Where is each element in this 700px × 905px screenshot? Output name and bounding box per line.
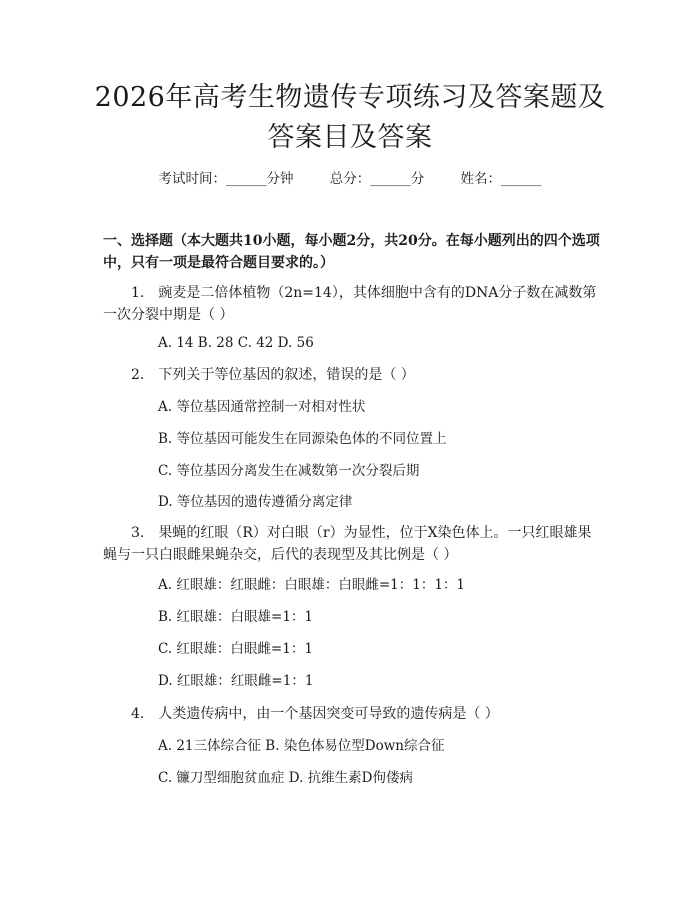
exam-name-field: 姓名：______ [460,171,542,187]
exam-meta [0,169,700,189]
question-3-text: 3. 果蝇的红眼（R）对白眼（r）为显性，位于X染色体上。一只红眼雄果蝇与一只白眼雌果蝇杂交，后代的表现型及其比例是（ ） [103,525,592,563]
question-2-option-a: A. 等位基因通常控制一对相对性状 [158,399,366,415]
section-heading: 一、选择题（本大题共10小题，每小题2分，共20分。在每小题列出的四个选项中，只有一项是最符合题目要求的。） [103,233,600,271]
question-3-option-b: B. 红眼雄：白眼雄=1：1 [158,609,313,625]
exam-time-field: 考试时间：______分钟 [158,171,294,187]
question-4-options-cd: C. 镰刀型细胞贫血症 D. 抗维生素D佝偻病 [158,770,413,786]
question-1-options: A. 14 B. 28 C. 42 D. 56 [158,335,314,351]
question-4-options-ab: A. 21三体综合征 B. 染色体易位型Down综合征 [158,738,445,754]
exam-score-field: 总分：______分 [329,171,425,187]
question-2-option-c: C. 等位基因分离发生在减数第一次分裂后期 [158,463,420,479]
question-4-text: 4. 人类遗传病中，由一个基因突变可导致的遗传病是（ ） [131,706,499,722]
question-1-text: 1. 豌麦是二倍体植物（2n=14），其体细胞中含有的DNA分子数在减数第一次分裂中期是（ ） [103,285,597,323]
question-3-option-c: C. 红眼雄：白眼雌=1：1 [158,641,313,657]
question-3-option-d: D. 红眼雄：红眼雌=1：1 [158,673,314,689]
question-2-option-d: D. 等位基因的遗传遵循分离定律 [158,494,353,510]
question-2-option-b: B. 等位基因可能发生在同源染色体的不同位置上 [158,431,447,447]
page-title: 2026年高考生物遗传专项练习及答案题及答案目及答案 [94,82,606,153]
question-2-text: 2. 下列关于等位基因的叙述，错误的是（ ） [131,367,415,383]
question-3-option-a: A. 红眼雄：红眼雌：白眼雄：白眼雌=1：1：1：1 [158,577,465,593]
